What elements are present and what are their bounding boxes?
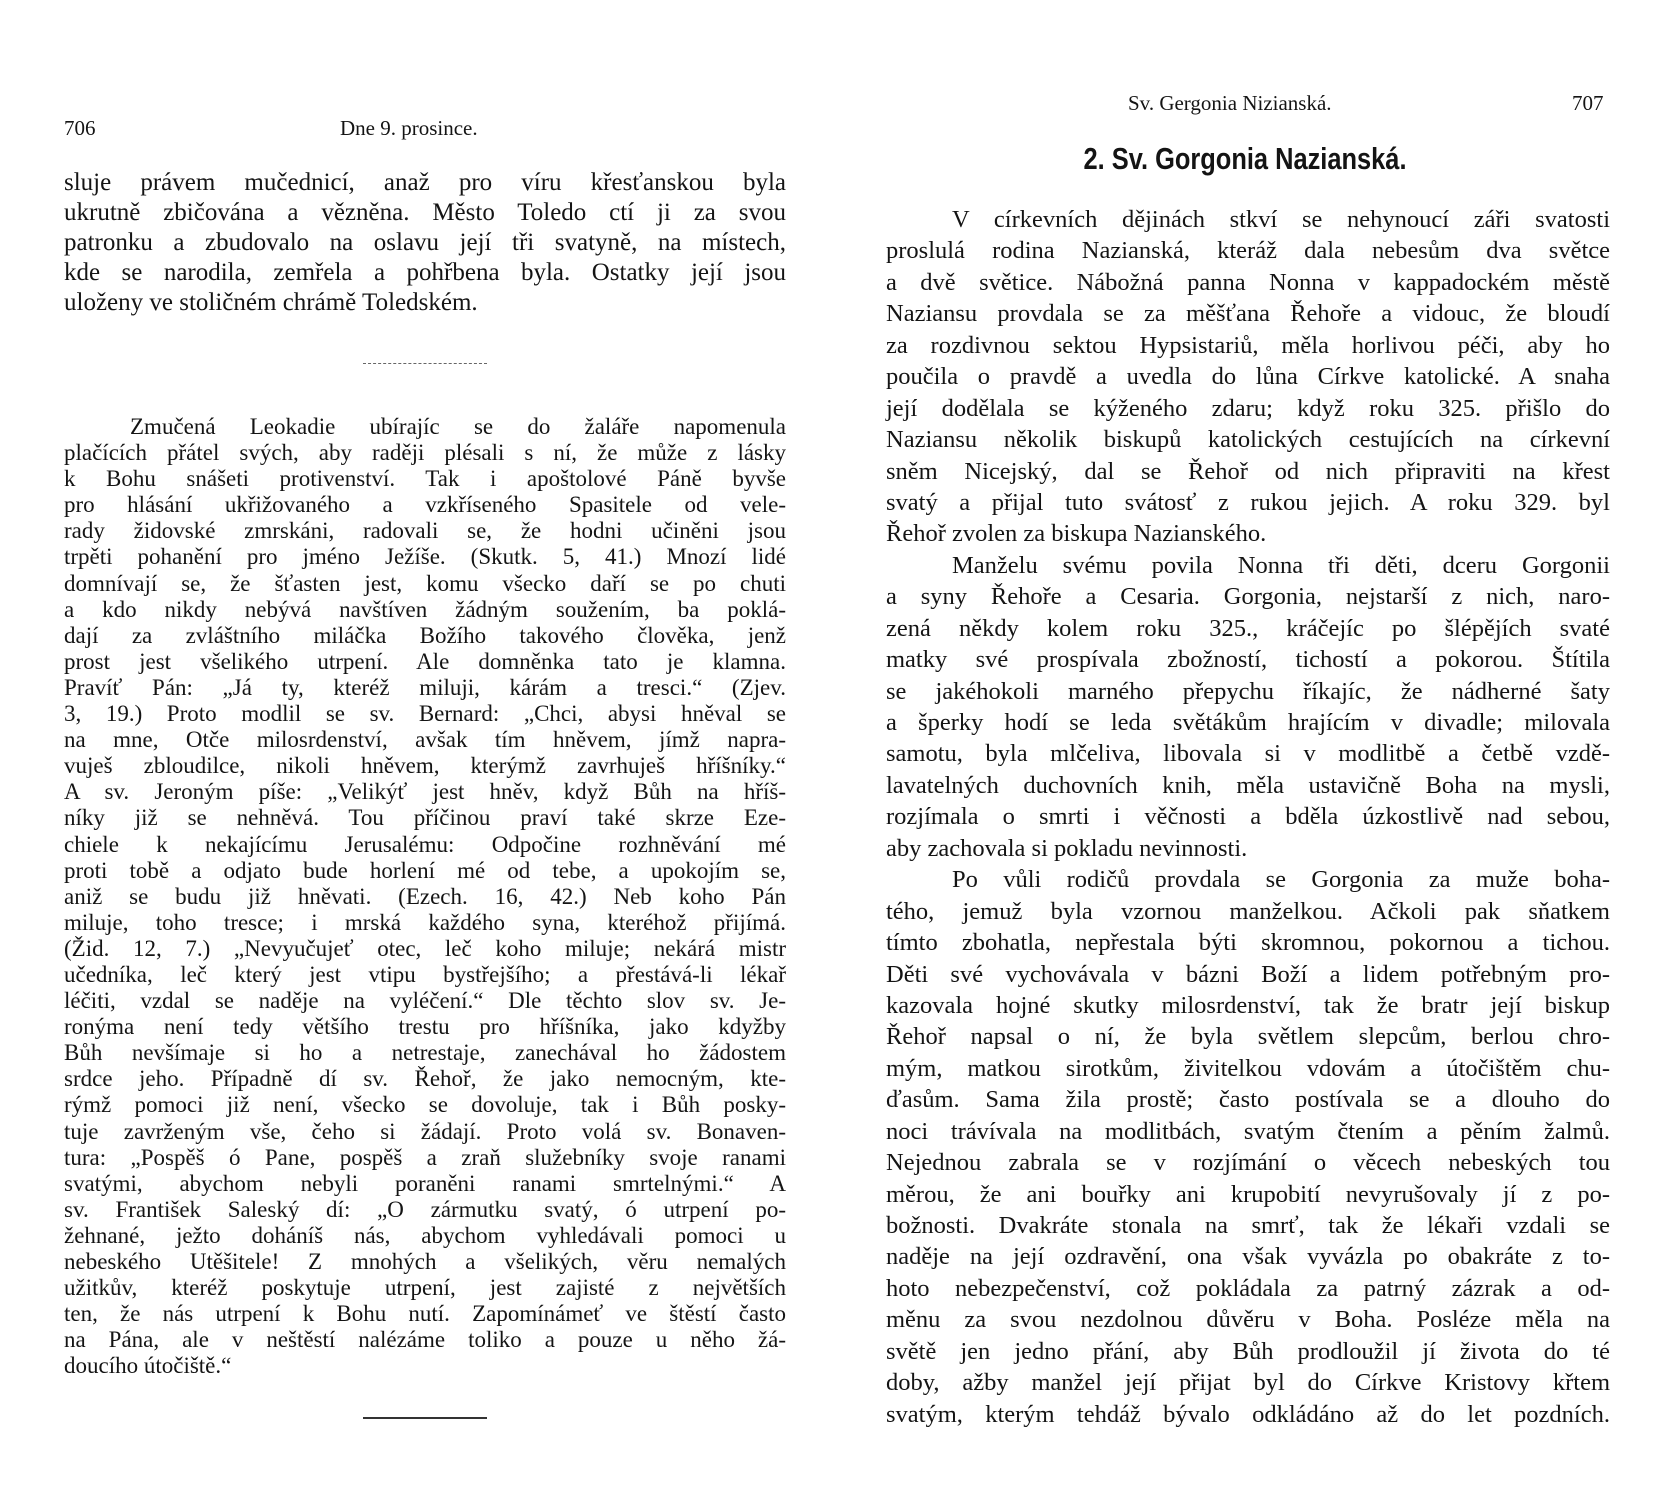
left-section-2 (64, 414, 786, 1379)
text-line: mým, matkou sirotkům, živitelkou vdovám a útočištěm chu- (886, 1054, 1610, 1082)
text-line: Manželu svému povila Nonna tři děti, dceru Gorgonii (952, 551, 1610, 579)
text-line: božnosti. Dvakráte stonala na smrť, tak že lékaři vzdali se (886, 1212, 1610, 1239)
text-line: hoto nebezpečenství, což pokládala za patrný zázrak a od- (886, 1274, 1610, 1302)
text-line: níky již se nehněvá. Tou příčinou praví také skrze Eze- (64, 805, 786, 831)
text-line: doucího útočiště.“ (64, 1353, 232, 1379)
text-line: rozjímala o smrti i věčnosti a bděla úzkostlivě nad sebou, (886, 803, 1610, 831)
text-line: kde se narodila, zemřela a pohřbena byla. Ostatky její jsou (64, 259, 786, 286)
text-line: svatý a přijal tuto svátosť z rukou jejich. A roku 329. byl (886, 488, 1610, 516)
text-line: Naziansu několik biskupů katolických cestujících na církevní (886, 426, 1610, 454)
text-line: V církevních dějinách stkví se nehynoucí záři svatosti (952, 206, 1610, 233)
text-line: ďasům. Sama žila prostě; často postívala se a dlouho do (886, 1086, 1610, 1114)
text-line: ten, že nás utrpení k Bohu nutí. Zapomínámeť ve štěstí často (64, 1301, 786, 1327)
text-line: proti tobě a odjato bude horlení mé od tebe, a upokojím se, (64, 857, 786, 883)
text-line: žehnané, ježto doháníš nás, abychom vyhledávali pomoci u (64, 1222, 786, 1248)
text-line: rýmž pomoci již není, všecko se dovoluje, tak i Bůh posky- (64, 1092, 786, 1118)
text-line: tura: „Pospěš ó Pane, pospěš a zraň služebníky svoje ranami (64, 1144, 786, 1170)
running-head-left: Dne 9. prosince. (340, 116, 478, 140)
text-line: Po vůli rodičů provdala se Gorgonia za muže boha- (952, 866, 1610, 894)
text-line: na mne, Otče milosrdenství, avšak tím hněvem, jímž napra- (64, 727, 786, 753)
text-line: domnívají se, že šťasten jest, komu všecko daří se po chuti (64, 570, 786, 596)
text-line: za rozdivnou sektou Hypsistariů, měla horlivou péči, aby ho (886, 331, 1610, 359)
text-line: plačících přátel svých, aby raději plésali s ní, že může z lásky (64, 440, 786, 466)
text-line: poučila o pravdě a uvedla do lůna Církve katolické. A snaha (886, 363, 1610, 391)
text-line: léčiti, vzdal se naděje na vyléčení.“ Dle těchto slov sv. Je- (64, 988, 786, 1014)
text-line: A sv. Jeroným píše: „Velikýť jest hněv, když Bůh na hříš- (64, 779, 786, 805)
end-divider (363, 1417, 487, 1419)
text-line: noci trávívala na modlitbách, svatým čtením a pěním žalmů. (886, 1117, 1610, 1145)
text-line: lavatelných duchovních knih, měla ustavičně Boha na mysli, (886, 771, 1610, 799)
text-line: (Žid. 12, 7.) „Nevyučujeť otec, leč koho miluje; nekárá mistr (64, 935, 786, 961)
text-line: srdce jeho. Případně dí sv. Řehoř, že jako nemocným, kte- (64, 1066, 786, 1092)
text-line: na Pána, ale v neštěstí nalézáme toliko a pouze u něho žá- (64, 1327, 786, 1353)
text-line: Nejednou zabrala se v rozjímání o věcech nebeských tou (886, 1149, 1610, 1177)
text-line: samotu, byla mlčeliva, libovala si v modlitbě a četbě vzdě- (886, 740, 1610, 768)
text-line: tého, jemuž byla vzornou manželkou. Ačkoli pak sňatkem (886, 897, 1610, 925)
text-line: světě jen jedno přání, aby Bůh prodloužil jí života do té (886, 1337, 1610, 1365)
text-line: 3, 19.) Proto modlil se sv. Bernard: „Chci, abysi hněval se (64, 701, 786, 727)
text-line: měrou, že ani bouřky ani krupobití nevyrušovaly jí z po- (886, 1180, 1610, 1208)
text-line: miluje, toho tresce; i mrská každého syna, kteréhož přijímá. (64, 909, 786, 935)
text-line: Řehoř napsal o ní, že byla světlem slepcům, berlou chro- (886, 1023, 1610, 1051)
left-section-1 (64, 168, 786, 318)
text-line: proslulá rodina Nazianská, kteráž dala nebesům dva světce (886, 237, 1610, 265)
text-line: Řehoř zvolen za biskupa Nazianského. (886, 520, 1267, 548)
text-line: sv. František Saleský dí: „O zármutku svatý, ó utrpení po- (64, 1196, 786, 1222)
text-line: a šperky hodí se leda světákům hrajícím v divadle; milovala (886, 709, 1610, 736)
text-line: pro hlásání ukřižovaného a vzkříseného Spasitele od vele- (64, 492, 786, 518)
text-line: tímto zbohatla, nepřestala býti skromnou, pokornou a tichou. (886, 929, 1610, 957)
text-line: tuje zavrženým vše, čeho si žádají. Proto volá sv. Bonaven- (64, 1118, 786, 1144)
text-line: trpěti pohanění pro jméno Ježíše. (Skutk. 5, 41.) Mnozí lidé (64, 544, 786, 570)
text-line: zená někdy kolem roku 325., kráčejíc po šlépějích svaté (886, 614, 1610, 642)
text-line: vuješ zbloudilce, nikoli hněvem, kterýmž zavrhuješ hříšníky.“ (64, 753, 786, 779)
text-line: aby zachovala si pokladu nevinnosti. (886, 834, 1248, 862)
text-line: prost jest všelikého utrpení. Ale domněnka tato je klamna. (64, 648, 786, 674)
text-line: Pravíť Pán: „Já ty, kteréž miluji, kárám a tresci.“ (Zjev. (64, 674, 786, 700)
text-line: naděje na její ozdravění, ona však vyvázla po obakráte z to- (886, 1243, 1610, 1271)
text-line: kazovala hojné skutky milosrdenství, tak že bratr její biskup (886, 991, 1610, 1019)
text-line: svatými, abychom nebyli poraněni ranami smrtelnými.“ A (64, 1170, 786, 1196)
text-line: učedníka, leč který jest vtipu bystřejšího; a přestává-li lékař (64, 961, 786, 987)
text-line: ronýma není tedy většího trestu pro hříšníka, jako kdyžby (64, 1014, 786, 1040)
text-line: Bůh nevšímaje si ho a netrestaje, zanechával ho žádostem (64, 1040, 786, 1066)
text-line: dají za zvláštního miláčka Božího takového člověka, jenž (64, 622, 786, 648)
text-line: Naziansu provdala se za měšťana Řehoře a vidouc, že bloudí (886, 300, 1610, 328)
text-line: matky své prospívala zbožností, tichostí a pokorou. Štítila (886, 646, 1610, 674)
text-line: užitkův, kteréž poskytuje utrpení, jest zajisté z největších (64, 1275, 786, 1301)
text-line: doby, ažby manžel její přijat byl do Církve Kristovy křtem (886, 1369, 1610, 1397)
text-line: sluje právem mučednicí, anaž pro víru křesťanskou byla (64, 169, 786, 196)
text-line: uloženy ve stoličném chrámě Toledském. (64, 289, 478, 316)
text-line: se jakéhokoli marného přepychu říkajíc, že nádherné šaty (886, 677, 1610, 705)
text-line: Zmučená Leokadie ubírajíc se do žaláře napomenula (130, 414, 786, 439)
text-line: a syny Řehoře a Cesaria. Gorgonia, nejstarší z nich, naro- (886, 583, 1610, 611)
text-line: ukrutně zbičována a vězněna. Město Toledo ctí ji za svou (64, 199, 786, 226)
text-line: Děti své vychovávala v bázni Boží a lidem potřebným pro- (886, 960, 1610, 988)
text-line: k Bohu snášeti protivenství. Tak i apoštolové Páně byvše (64, 466, 786, 492)
text-line: měnu za svou nezdolnou důvěru v Boha. Posléze měla na (886, 1306, 1610, 1334)
chapter-title: 2. Sv. Gorgonia Nazianská. (1083, 141, 1407, 176)
page-number-left: 706 (64, 116, 96, 140)
right-body (886, 204, 1610, 1430)
running-head-right: Sv. Gergonia Nizianská. (1128, 91, 1332, 115)
text-line: a kdo nikdy nebývá navštíven žádným soužením, ba poklá- (64, 596, 786, 622)
text-line: její dodělala se kýženého zdaru; když roku 325. přišlo do (886, 394, 1610, 422)
text-line: rady židovské zmrskáni, radovali se, že hodni učiněni jsou (64, 518, 786, 544)
text-line: nebeského Utěšitele! Z mnohých a všelikých, věru nemalých (64, 1249, 786, 1274)
text-line: sněm Nicejský, dal se Řehoř od nich připraviti na křest (886, 457, 1610, 485)
text-line: aniž se budu již hněvati. (Ezech. 16, 42.) Neb koho Pán (64, 883, 786, 909)
page-number-right: 707 (1572, 91, 1604, 115)
text-line: svatým, kterým tehdáž bývalo odkládáno až do let pozdních. (886, 1400, 1610, 1428)
section-divider (363, 363, 487, 364)
text-line: chiele k nekajícímu Jerusalému: Odpočine rozhněvání mé (64, 831, 786, 857)
text-line: patronku a zbudovalo na oslavu její tři svatyně, na místech, (64, 229, 786, 256)
text-line: a dvě světice. Nábožná panna Nonna v kappadockém městě (886, 268, 1610, 296)
